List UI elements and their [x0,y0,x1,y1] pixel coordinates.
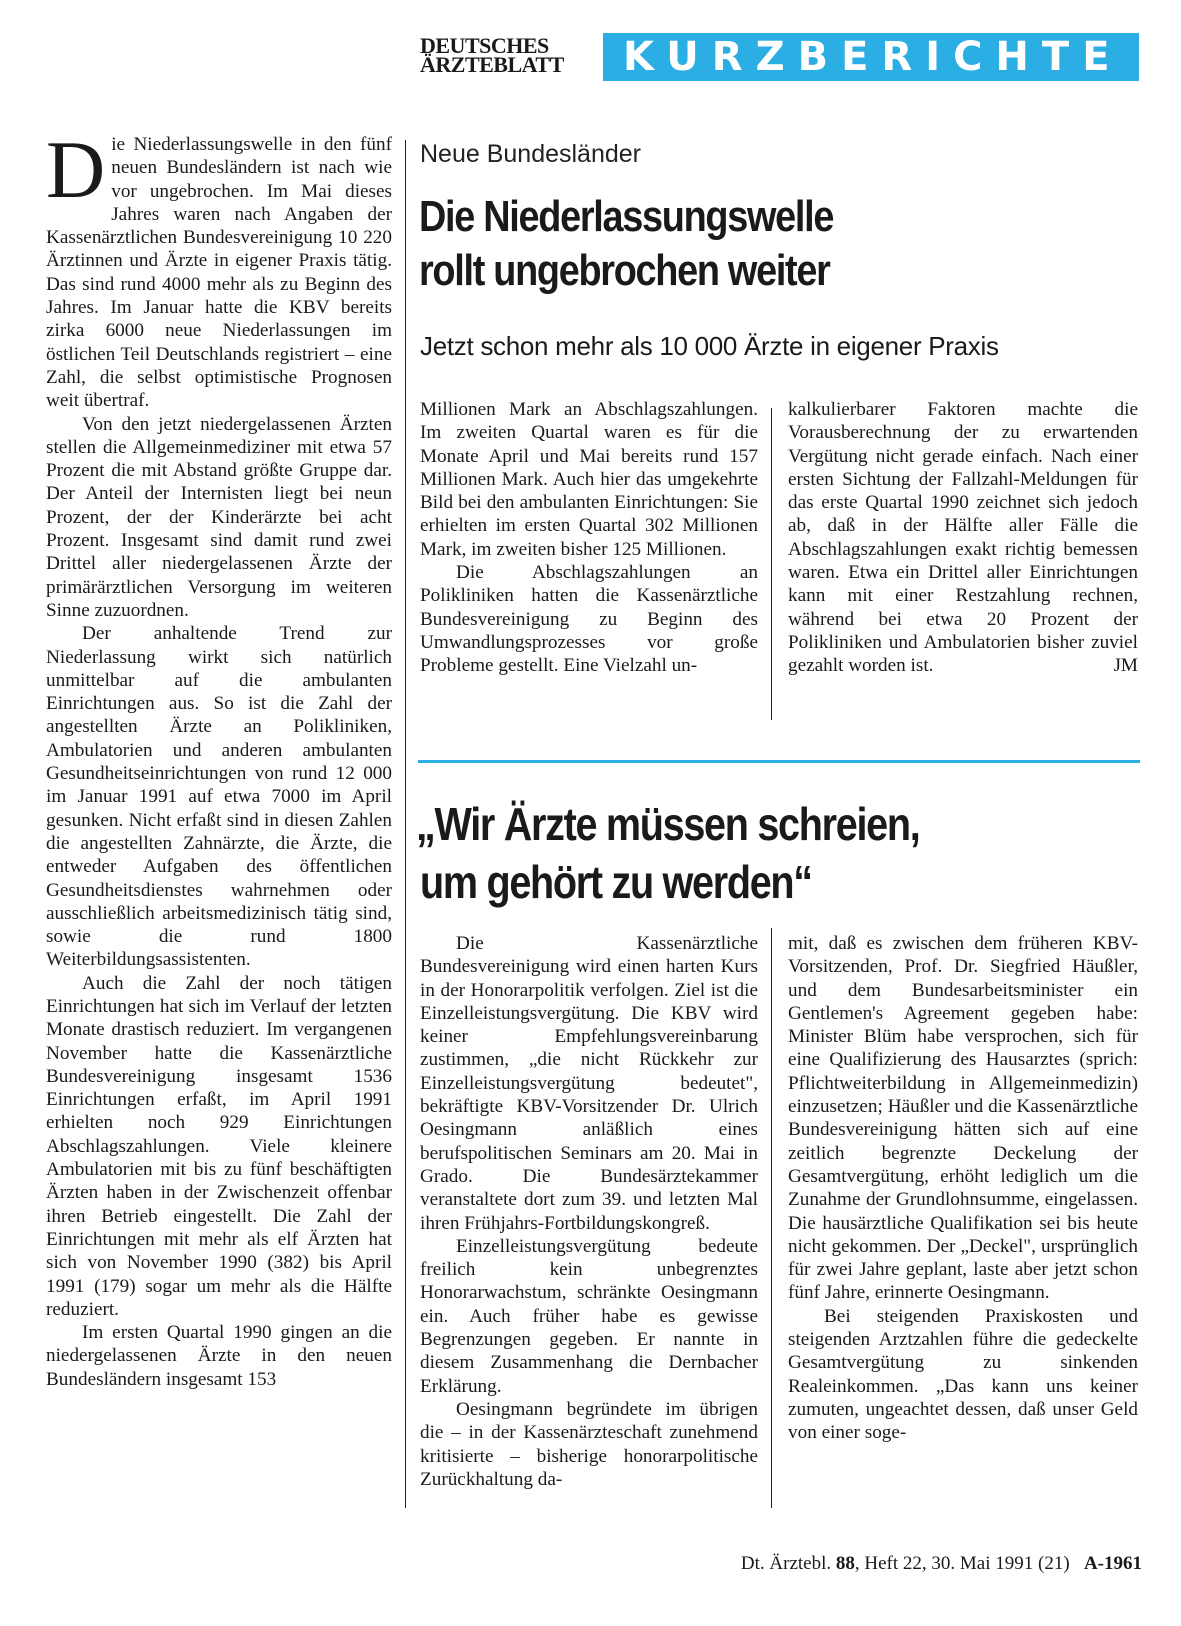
article1-col3-paragraph-1: kalkulierbarer Faktoren machte die Vorausberechnung der zu erwartenden Vergütung nicht gerade einfach. Nach einer ersten Sichtung der Fallzahl-Meldungen für das erste Quartal 1990 zeichnet sich jedoch ab, daß in der Hälfte aller Fälle die Abschlagszahlungen exakt richtig bemessen waren. Etwa ein Drittel aller Einrichtungen kann mit einer Restzahlung rechnen, während bei etwa 20 Prozent der Polikliniken und Ambulatorien bisher zuviel gezahlt worden ist. JM [788,399,1138,677]
article2-column-1 [420,932,758,1491]
logo-line-2: ÄRZTEBLATT [420,52,564,77]
article1-col1-paragraph-2: Von den jetzt niedergelassenen Ärzten stellen die Allgemeinmediziner mit etwa 57 Prozent die mit Abstand größte Gruppe dar. Der Anteil der Internisten liegt bei neun Prozent, der der Kinderärzte bei acht Prozent. Insgesamt sind damit rund zwei Drittel aller niedergelassenen Ärzte der primärärztlichen Versorgung im weiteren Sinne zuzuordnen. [46,413,392,621]
article2-column-2 [788,932,1138,1445]
column-rule-article2 [771,928,772,1508]
article2-headline-line-1: „Wir Ärzte müssen schreien, [416,798,920,850]
column-rule-left [405,140,406,1508]
footer-page-number: A-1961 [1083,1553,1142,1574]
column-rule-article1 [771,408,772,720]
article2-col1-paragraph-3: Oesingmann begründete im übrigen die – in der Kassenärzteschaft zunehmend kritisierte – bisherige honorarpolitische Zurückhaltung da- [420,1398,758,1490]
article1-col1-paragraph-1: Die Niederlassungswelle in den fünf neuen Bundesländern ist nach wie vor ungebrochen. Im Mai dieses Jahres waren nach Angaben der Kassenärztlichen Bundesvereinigung 10 220 Ärztinnen und Ärzte in eigener Praxis tätig. Das sind rund 4000 mehr als zu Beginn des Jahres. Im Januar hatte die KBV bereits zirka 6000 neue Niederlassungen im östlichen Teil Deutschlands registriert – eine Zahl, die selbst optimistische Prognosen weit übertraf. [46,124,392,412]
footer-volume: 88 [835,1553,855,1574]
article1-subheadline: Jetzt schon mehr als 10 000 Ärzte in eigener Praxis [420,331,999,361]
footer-journal: Dt. Ärztebl. [740,1553,832,1574]
section-banner: KURZBERICHTE [603,33,1139,81]
article1-col1-paragraph-5: Im ersten Quartal 1990 gingen an die niedergelassenen Ärzte in den neuen Bundesländern insgesamt 153 [46,1322,392,1390]
article1-column-3 [788,398,1138,678]
article1-column-1 [46,124,392,1391]
drop-cap: D [46,124,106,215]
article1-kicker: Neue Bundesländer [420,140,641,168]
footer-issue-date: , Heft 22, 30. Mai 1991 (21) [854,1553,1070,1574]
article1-column-2 [420,398,758,678]
logo-line-1: DEUTSCHES [420,33,549,58]
page-footer [656,1552,1142,1576]
journal-logo [420,33,590,77]
article2-col1-paragraph-1: Die Kassenärztliche Bundesvereinigung wird einen harten Kurs in der Honorarpolitik verfolgen. Ziel ist die Einzelleistungsvergütung. Die KBV wird keiner Empfehlungsvereinbarung zustimmen, „die nicht Rückkehr zur Einzelleistungsvergütung bedeutet", bekräftigte KBV-Vorsitzender Dr. Ulrich Oesingmann anläßlich eines berufspolitischen Seminars am 20. Mai in Grado. Die Bundesärztekammer veranstaltete dort zum 39. und letzten Mal ihren Frühjahrs-Fortbildungskongreß. [420,933,758,1234]
article2-headline-line-2: um gehört zu werden“ [420,856,812,908]
article2-col1-paragraph-2: Einzelleistungsvergütung bedeute freilich kein unbegrenztes Honorarwachstum, schränkte Oesingmann ein. Auch früher habe es gewisse Begrenzungen gegeben. Er nannte in diesem Zusammenhang die Dernbacher Erklärung. [420,1235,758,1397]
article1-col2-paragraph-2: Die Abschlagszahlungen an Polikliniken hatten die Kassenärztliche Bundesvereinigung zu Beginn des Umwandlungsprozesses vor große Probleme gestellt. Eine Vielzahl un- [420,562,758,677]
article1-col2-paragraph-1: Millionen Mark an Abschlagszahlungen. Im zweiten Quartal waren es für die Monate April und Mai bereits rund 157 Millionen Mark. Auch hier das umgekehrte Bild bei den ambulanten Einrichtungen: Sie erhielten im ersten Quartal 302 Millionen Mark, im zweiten bisher 125 Millionen. [420,399,758,560]
article1-col1-paragraph-3: Der anhaltende Trend zur Niederlassung wirkt sich natürlich unmittelbar auf die ambulanten Einrichtungen aus. So ist die Zahl der angestellten Ärzte an Polikliniken, Ambulatorien und anderen ambulanten Gesundheitseinrichtungen von rund 12 000 im Januar 1991 auf etwa 7000 im April gesunken. Nicht erfaßt sind in diesen Zahlen die angestellten Zahnärzte, die Ärzte, die entweder Aufgaben des öffentlichen Gesundheitsdienstes wahrnehmen oder ausschließlich arbeitsmedizinisch tätig sind, sowie die rund 1800 Weiterbildungsassistenten. [46,623,392,971]
article1-headline-line-1: Die Niederlassungswelle [419,192,834,241]
article-divider [418,760,1140,763]
article2-col2-paragraph-2: Bei steigenden Praxiskosten und steigenden Arztzahlen führe die gedeckelte Gesamtvergütung zu sinkenden Realeinkommen. „Das kann uns keiner zumuten, ungeachtet dessen, daß unser Geld von einer soge- [788,1305,1138,1444]
article1-col1-paragraph-4: Auch die Zahl der noch tätigen Einrichtungen hat sich im Verlauf der letzten Monate drastisch reduziert. Im vergangenen November hatte die Kassenärztliche Bundesvereinigung insgesamt 1536 Einrichtungen erfaßt, im April 1991 erhielten noch 929 Einrichtungen Abschlagszahlungen. Viele kleinere Ambulatorien mit bis zu fünf beschäftigten Ärzten haben in der Zwischenzeit offenbar ihren Betrieb eingestellt. Die Zahl der Einrichtungen mit mehr als elf Ärzten hat sich von November 1990 (382) bis April 1991 (179) sogar um mehr als die Hälfte reduziert. [46,972,392,1320]
article1-headline-line-2: rollt ungebrochen weiter [419,246,830,295]
author-signature: JM [1113,655,1138,677]
article2-col2-paragraph-1: mit, daß es zwischen dem früheren KBV-Vorsitzenden, Prof. Dr. Siegfried Häußler, und dem Bundesarbeitsminister ein Gentlemen's Agreement gegeben habe: Minister Blüm habe versprochen, sich für eine Qualifizierung des Hausarztes (sprich: Pflichtweiterbildung in Allgemeinmedizin) einzusetzen; Häußler und die Kassenärztliche Bundesvereinigung hätten sich auf eine zeitlich begrenzte Deckelung der Gesamtvergütung, erhöht lediglich um die Zunahme der Grundlohnsumme, eingelassen. Die hausärztliche Qualifikation sei bis heute nicht gekommen. Der „Deckel", ursprünglich für zwei Jahre geplant, laste aber jetzt schon fünf Jahre, erinnerte Oesingmann. [788,933,1138,1304]
